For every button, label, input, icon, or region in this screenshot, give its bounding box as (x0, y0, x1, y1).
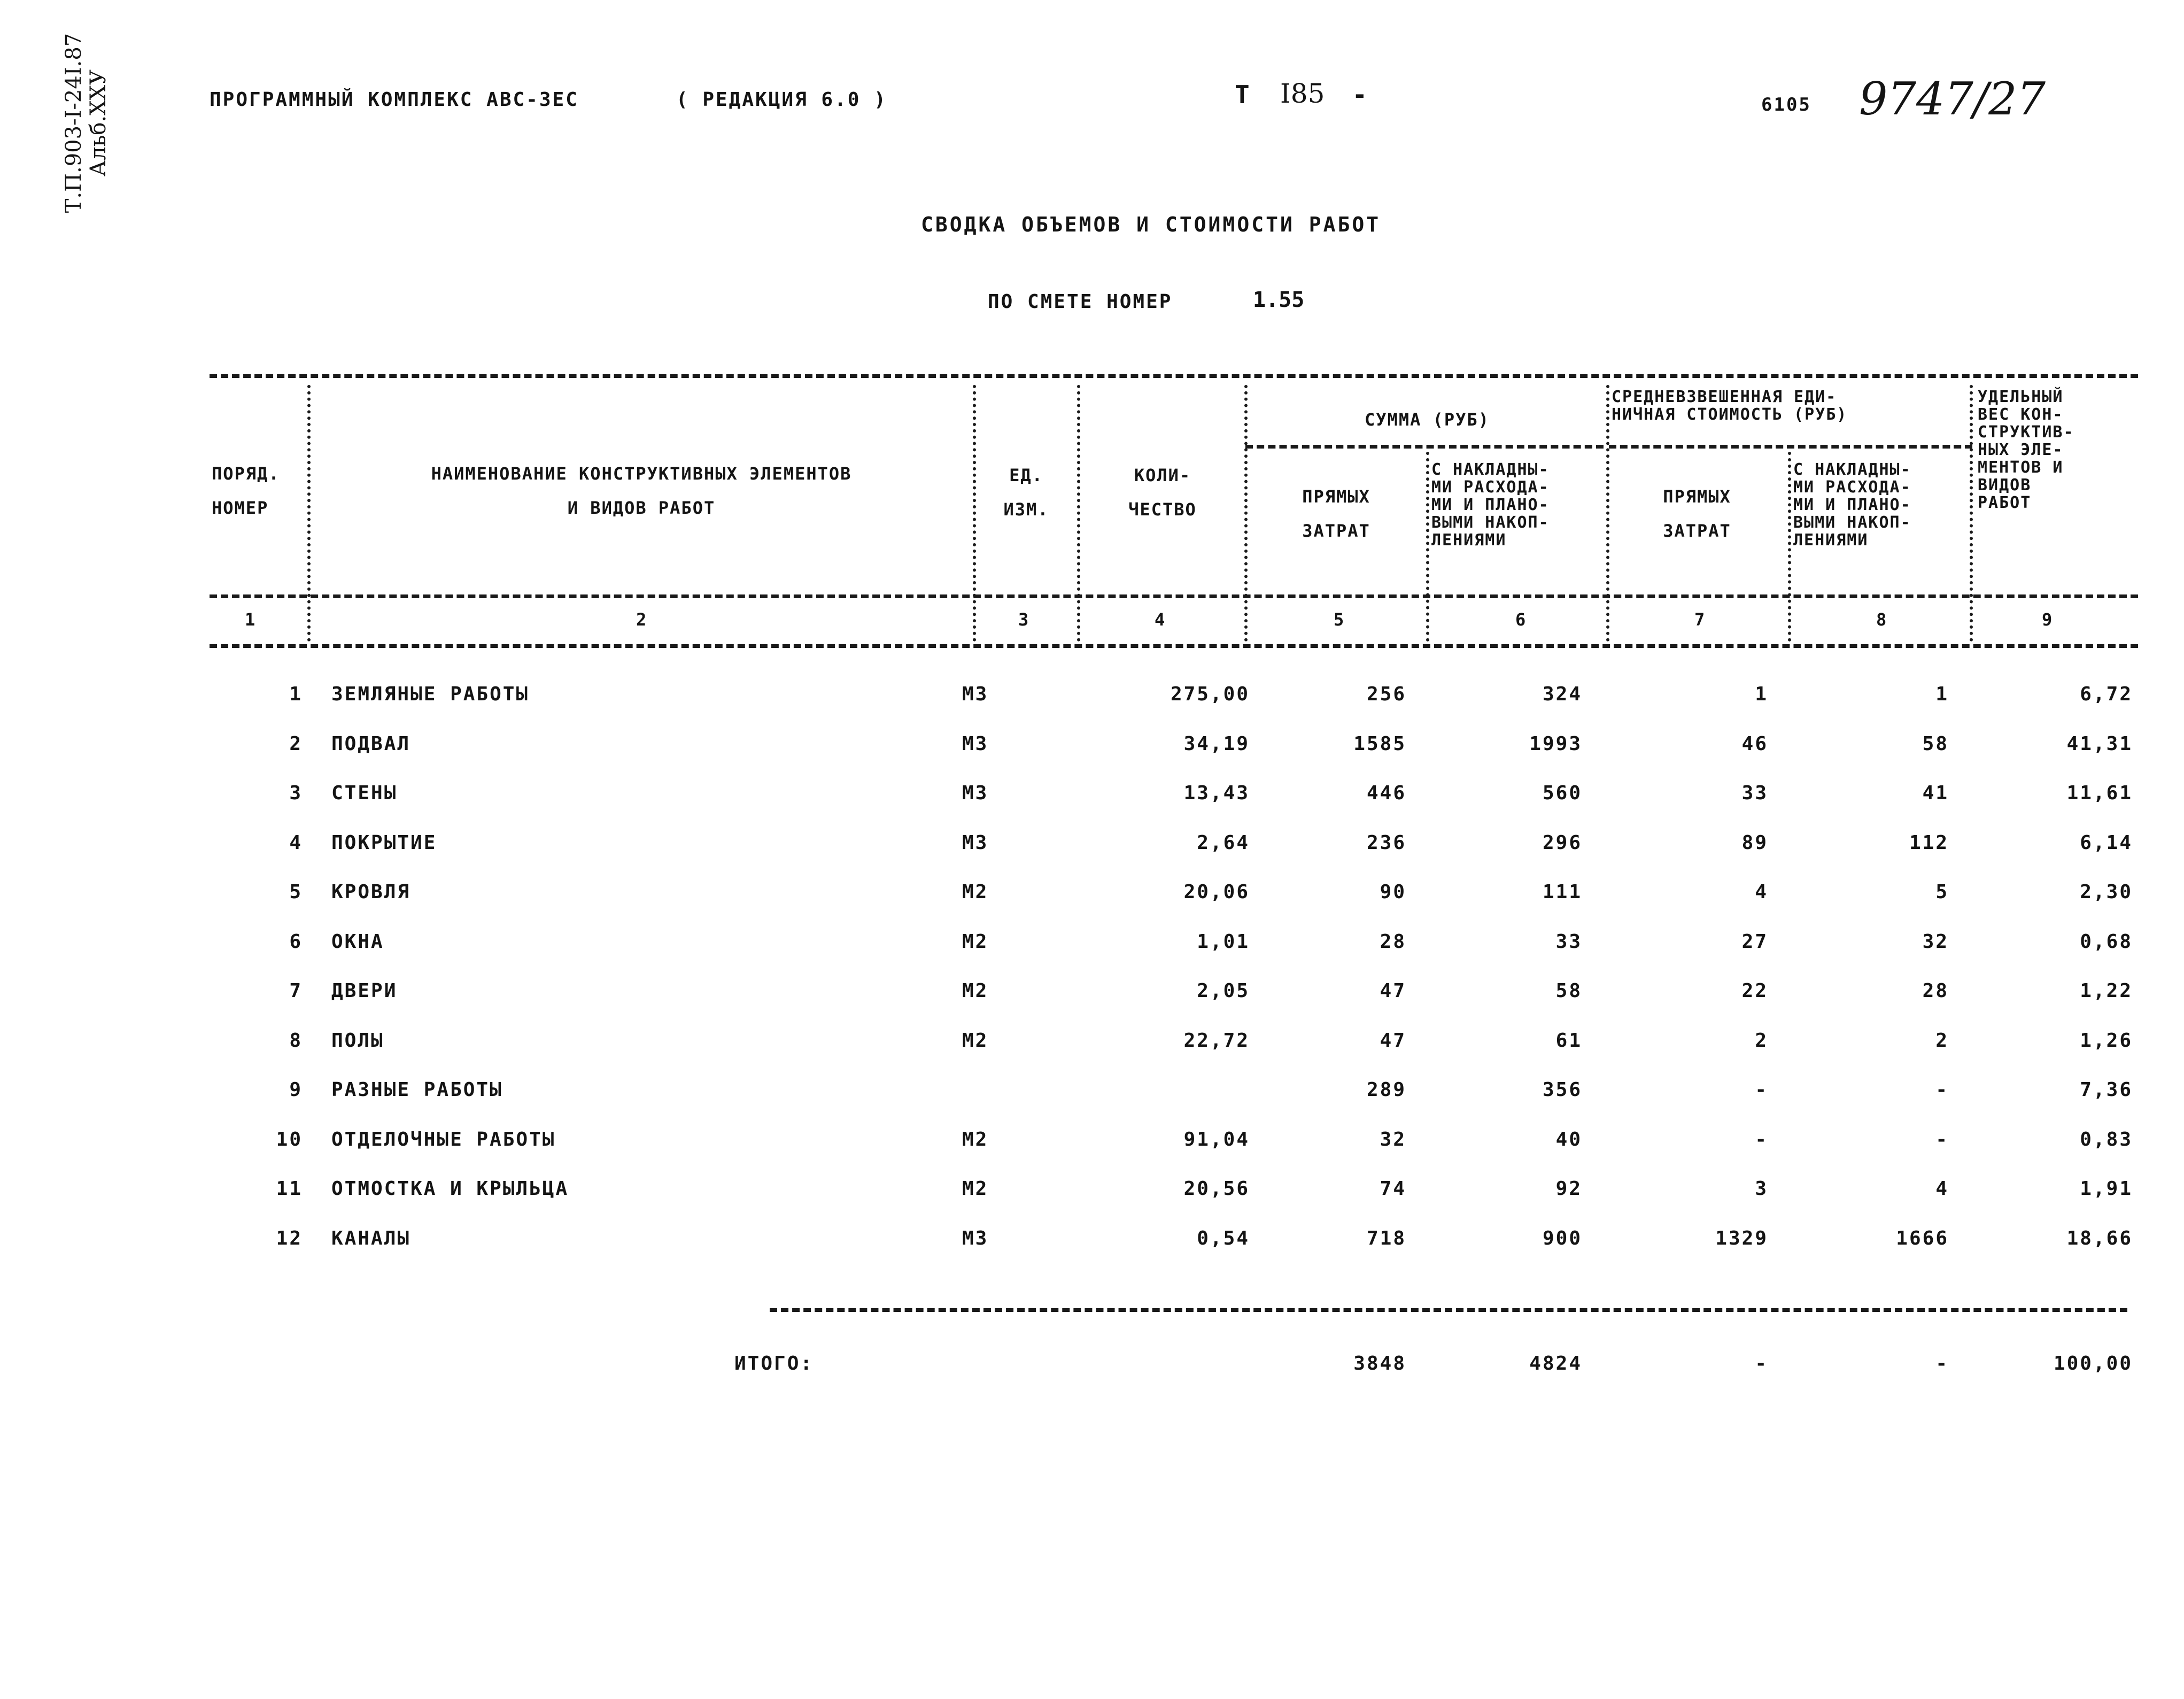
row-cost-with-overhead: 40 (1555, 1129, 1582, 1150)
row-quantity: 275,00 (1170, 683, 1250, 705)
estimate-number: 1.55 (1253, 288, 1305, 312)
program-edition: ( РЕДАКЦИЯ 6.0 ) (676, 89, 887, 111)
row-unit-direct-cost: 22 (1741, 980, 1768, 1002)
row-unit-direct-cost: 33 (1741, 782, 1768, 804)
row-cost-with-overhead: 92 (1555, 1178, 1582, 1200)
column-separator (973, 385, 976, 642)
page-prefix: Т (1235, 80, 1250, 109)
row-number: 8 (289, 1030, 303, 1052)
row-name: ОТМОСТКА И КРЫЛЬЦА (331, 1178, 569, 1200)
row-number: 5 (289, 881, 303, 903)
row-unit: М3 (962, 683, 989, 705)
header-line: ЕД. (1009, 465, 1043, 485)
row-cost-with-overhead: 1993 (1529, 733, 1582, 755)
row-cost-with-overhead: 900 (1542, 1227, 1582, 1249)
row-cost-with-overhead: 560 (1542, 782, 1582, 804)
row-number: 4 (289, 832, 303, 854)
header-line: И ВИДОВ РАБОТ (567, 498, 716, 518)
row-unit: М2 (962, 1030, 989, 1052)
header-col6 (1431, 461, 1550, 549)
row-share: 41,31 (2066, 733, 2133, 755)
subheader-rule (1609, 445, 1972, 449)
row-name: КАНАЛЫ (331, 1227, 411, 1249)
row-number: 9 (289, 1079, 303, 1101)
row-quantity: 91,04 (1183, 1129, 1250, 1150)
header-line: КОЛИ- (1134, 465, 1191, 485)
table-row (0, 980, 2184, 1023)
table-top-rule (210, 374, 2138, 378)
row-name: ДВЕРИ (331, 980, 398, 1002)
row-share: 0,83 (2080, 1129, 2133, 1150)
row-unit-direct-cost: 1329 (1715, 1227, 1768, 1249)
row-direct-cost: 1585 (1353, 733, 1406, 755)
row-cost-with-overhead: 33 (1555, 931, 1582, 953)
row-quantity: 0,54 (1197, 1227, 1250, 1249)
row-unit-direct-cost: 4 (1755, 881, 1768, 903)
header-line: МИ И ПЛАНО- (1431, 496, 1550, 514)
document-title: СВОДКА ОБЪЕМОВ И СТОИМОСТИ РАБОТ (921, 213, 1381, 236)
row-unit: М2 (962, 1129, 989, 1150)
row-unit-cost-with-overhead: 28 (1922, 980, 1949, 1002)
row-unit: М2 (962, 980, 989, 1002)
header-col1 (212, 461, 280, 520)
header-line: МИ И ПЛАНО- (1793, 496, 1911, 514)
row-number: 11 (276, 1178, 303, 1200)
total-direct: 3848 (1353, 1353, 1406, 1374)
row-unit-cost-with-overhead: 1666 (1896, 1227, 1949, 1249)
column-number: 1 (245, 609, 255, 630)
header-line: ПОРЯД. (212, 464, 280, 484)
header-line: НАИМЕНОВАНИЕ КОНСТРУКТИВНЫХ ЭЛЕМЕНТОВ (431, 464, 852, 484)
row-quantity: 20,56 (1183, 1178, 1250, 1200)
table-row (0, 782, 2184, 825)
row-unit-direct-cost: 89 (1741, 832, 1768, 854)
column-separator (1606, 385, 1609, 642)
row-share: 6,72 (2080, 683, 2133, 705)
row-unit-direct-cost: 2 (1755, 1030, 1768, 1052)
header-line: МИ РАСХОДА- (1431, 478, 1550, 497)
header-col4 (1082, 463, 1243, 522)
header-line: РАБОТ (1978, 493, 2032, 512)
row-share: 1,22 (2080, 980, 2133, 1002)
table-row (0, 1129, 2184, 1171)
row-name: ОКНА (331, 931, 384, 953)
table-row (0, 1079, 2184, 1122)
row-name: ПОЛЫ (331, 1030, 384, 1052)
header-line: ВИДОВ (1978, 476, 2032, 495)
row-share: 2,30 (2080, 881, 2133, 903)
row-cost-with-overhead: 61 (1555, 1030, 1582, 1052)
header-line: ВЫМИ НАКОП- (1793, 513, 1911, 532)
row-unit-cost-with-overhead: - (1935, 1079, 1949, 1101)
header-col9 (1978, 388, 2074, 512)
table-row (0, 881, 2184, 924)
row-name: РАЗНЫЕ РАБОТЫ (331, 1079, 503, 1101)
document-code: 6105 (1761, 94, 1811, 115)
row-share: 1,91 (2080, 1178, 2133, 1200)
header-line: ВЫМИ НАКОП- (1431, 513, 1550, 532)
header-line: ЛЕНИЯМИ (1793, 531, 1869, 550)
row-direct-cost: 74 (1380, 1178, 1406, 1200)
header-line: ВЕС КОН- (1978, 405, 2064, 424)
column-number: 7 (1694, 609, 1705, 630)
side-stamp-line: Альб.XXУ (86, 69, 111, 177)
column-number: 5 (1334, 609, 1344, 630)
side-stamp (61, 0, 120, 246)
total-share: 100,00 (2053, 1353, 2133, 1374)
row-share: 11,61 (2066, 782, 2133, 804)
row-name: ЗЕМЛЯНЫЕ РАБОТЫ (331, 683, 530, 705)
row-number: 12 (276, 1227, 303, 1249)
row-cost-with-overhead: 111 (1542, 881, 1582, 903)
row-unit-direct-cost: 27 (1741, 931, 1768, 953)
row-share: 1,26 (2080, 1030, 2133, 1052)
header-col2 (321, 461, 962, 520)
row-direct-cost: 90 (1380, 881, 1406, 903)
header-group-sum: СУММА (РУБ) (1365, 410, 1490, 430)
row-name: КРОВЛЯ (331, 881, 411, 903)
row-unit: М3 (962, 832, 989, 854)
row-cost-with-overhead: 324 (1542, 683, 1582, 705)
row-number: 7 (289, 980, 303, 1002)
row-unit: М2 (962, 881, 989, 903)
table-row (0, 1178, 2184, 1221)
row-share: 7,36 (2080, 1079, 2133, 1101)
total-unit-direct: - (1755, 1353, 1768, 1374)
column-number: 4 (1155, 609, 1165, 630)
header-bottom-rule (210, 594, 2138, 598)
column-number: 9 (2042, 609, 2053, 630)
row-quantity: 20,06 (1183, 881, 1250, 903)
program-name: ПРОГРАММНЫЙ КОМПЛЕКС АВС-3ЕС (210, 89, 579, 111)
row-number: 10 (276, 1129, 303, 1150)
row-cost-with-overhead: 296 (1542, 832, 1582, 854)
column-separator (1077, 385, 1080, 642)
header-line: ЗАТРАТ (1663, 521, 1731, 541)
column-number: 2 (636, 609, 647, 630)
row-direct-cost: 28 (1380, 931, 1406, 953)
row-unit-direct-cost: 46 (1741, 733, 1768, 755)
row-unit-direct-cost: 3 (1755, 1178, 1768, 1200)
row-direct-cost: 236 (1366, 832, 1406, 854)
row-direct-cost: 289 (1366, 1079, 1406, 1101)
row-name: ОТДЕЛОЧНЫЕ РАБОТЫ (331, 1129, 556, 1150)
header-col8 (1793, 461, 1911, 549)
table-row (0, 1227, 2184, 1270)
colnum-bottom-rule (210, 644, 2138, 648)
column-separator (1970, 385, 1973, 642)
row-direct-cost: 718 (1366, 1227, 1406, 1249)
total-unit-overhead: - (1935, 1353, 1949, 1374)
table-row (0, 1030, 2184, 1072)
column-separator (1788, 452, 1791, 642)
header-line: НЫХ ЭЛЕ- (1978, 441, 2064, 459)
row-direct-cost: 47 (1380, 1030, 1406, 1052)
total-rule (770, 1308, 2127, 1312)
column-separator (307, 385, 311, 642)
header-line: УДЕЛЬНЫЙ (1978, 388, 2064, 406)
row-unit-cost-with-overhead: 5 (1935, 881, 1949, 903)
row-share: 6,14 (2080, 832, 2133, 854)
row-quantity: 2,05 (1197, 980, 1250, 1002)
table-row (0, 832, 2184, 875)
row-number: 3 (289, 782, 303, 804)
header-line: МИ РАСХОДА- (1793, 478, 1911, 497)
header-line: ПРЯМЫХ (1663, 486, 1731, 507)
row-unit-cost-with-overhead: 58 (1922, 733, 1949, 755)
header-line: НОМЕР (212, 498, 269, 518)
side-stamp-line: Т.П.903-I-24I.87 (61, 33, 86, 213)
header-col7 (1612, 484, 1783, 543)
row-unit-cost-with-overhead: 4 (1935, 1178, 1949, 1200)
page-number: I85 (1280, 78, 1325, 109)
row-unit-cost-with-overhead: 1 (1935, 683, 1949, 705)
header-line: НИЧНАЯ СТОИМОСТЬ (РУБ) (1612, 405, 1848, 424)
row-share: 18,66 (2066, 1227, 2133, 1249)
row-unit-direct-cost: - (1755, 1079, 1768, 1101)
row-direct-cost: 32 (1380, 1129, 1406, 1150)
header-line: ИЗМ. (1003, 499, 1049, 520)
row-unit: М2 (962, 931, 989, 953)
row-quantity: 13,43 (1183, 782, 1250, 804)
row-unit-cost-with-overhead: - (1935, 1129, 1949, 1150)
row-share: 0,68 (2080, 931, 2133, 953)
header-line: ЛЕНИЯМИ (1431, 531, 1507, 550)
row-direct-cost: 47 (1380, 980, 1406, 1002)
subheader-rule (1245, 445, 1604, 449)
row-unit-direct-cost: 1 (1755, 683, 1768, 705)
row-name: ПОДВАЛ (331, 733, 411, 755)
row-unit-direct-cost: - (1755, 1129, 1768, 1150)
table-row (0, 733, 2184, 776)
header-line: С НАКЛАДНЫ- (1793, 460, 1911, 479)
row-number: 1 (289, 683, 303, 705)
row-unit: М2 (962, 1178, 989, 1200)
row-cost-with-overhead: 58 (1555, 980, 1582, 1002)
total-with-overhead: 4824 (1529, 1353, 1582, 1374)
row-quantity: 34,19 (1183, 733, 1250, 755)
row-unit-cost-with-overhead: 2 (1935, 1030, 1949, 1052)
row-unit-cost-with-overhead: 41 (1922, 782, 1949, 804)
row-unit: М3 (962, 1227, 989, 1249)
row-direct-cost: 446 (1366, 782, 1406, 804)
header-line: С НАКЛАДНЫ- (1431, 460, 1550, 479)
estimate-label: ПО СМЕТЕ НОМЕР (988, 291, 1173, 313)
header-col3 (978, 463, 1074, 522)
row-number: 2 (289, 733, 303, 755)
row-unit-cost-with-overhead: 32 (1922, 931, 1949, 953)
header-line: ПРЯМЫХ (1302, 486, 1370, 507)
page-suffix: - (1352, 80, 1367, 109)
column-number: 3 (1018, 609, 1029, 630)
row-unit: М3 (962, 733, 989, 755)
table-row (0, 931, 2184, 974)
row-unit: М3 (962, 782, 989, 804)
row-quantity: 22,72 (1183, 1030, 1250, 1052)
column-separator (1426, 452, 1429, 642)
header-group-unit-cost (1612, 388, 1847, 423)
header-line: МЕНТОВ И (1978, 458, 2064, 477)
row-quantity: 1,01 (1197, 931, 1250, 953)
row-direct-cost: 256 (1366, 683, 1406, 705)
row-quantity: 2,64 (1197, 832, 1250, 854)
header-line: СРЕДНЕВЗВЕШЕННАЯ ЕДИ- (1612, 388, 1837, 406)
column-number: 8 (1876, 609, 1887, 630)
total-label: ИТОГО: (734, 1353, 814, 1374)
row-name: СТЕНЫ (331, 782, 398, 804)
row-number: 6 (289, 931, 303, 953)
header-line: ЧЕСТВО (1128, 499, 1197, 520)
header-line: ЗАТРАТ (1302, 521, 1370, 541)
handwritten-code: 9747/27 (1859, 73, 2046, 125)
table-row (0, 683, 2184, 726)
header-col5 (1251, 484, 1422, 543)
row-name: ПОКРЫТИЕ (331, 832, 437, 854)
row-unit-cost-with-overhead: 112 (1909, 832, 1949, 854)
row-cost-with-overhead: 356 (1542, 1079, 1582, 1101)
column-separator (1244, 385, 1248, 642)
header-line: СТРУКТИВ- (1978, 423, 2074, 442)
column-number: 6 (1515, 609, 1526, 630)
